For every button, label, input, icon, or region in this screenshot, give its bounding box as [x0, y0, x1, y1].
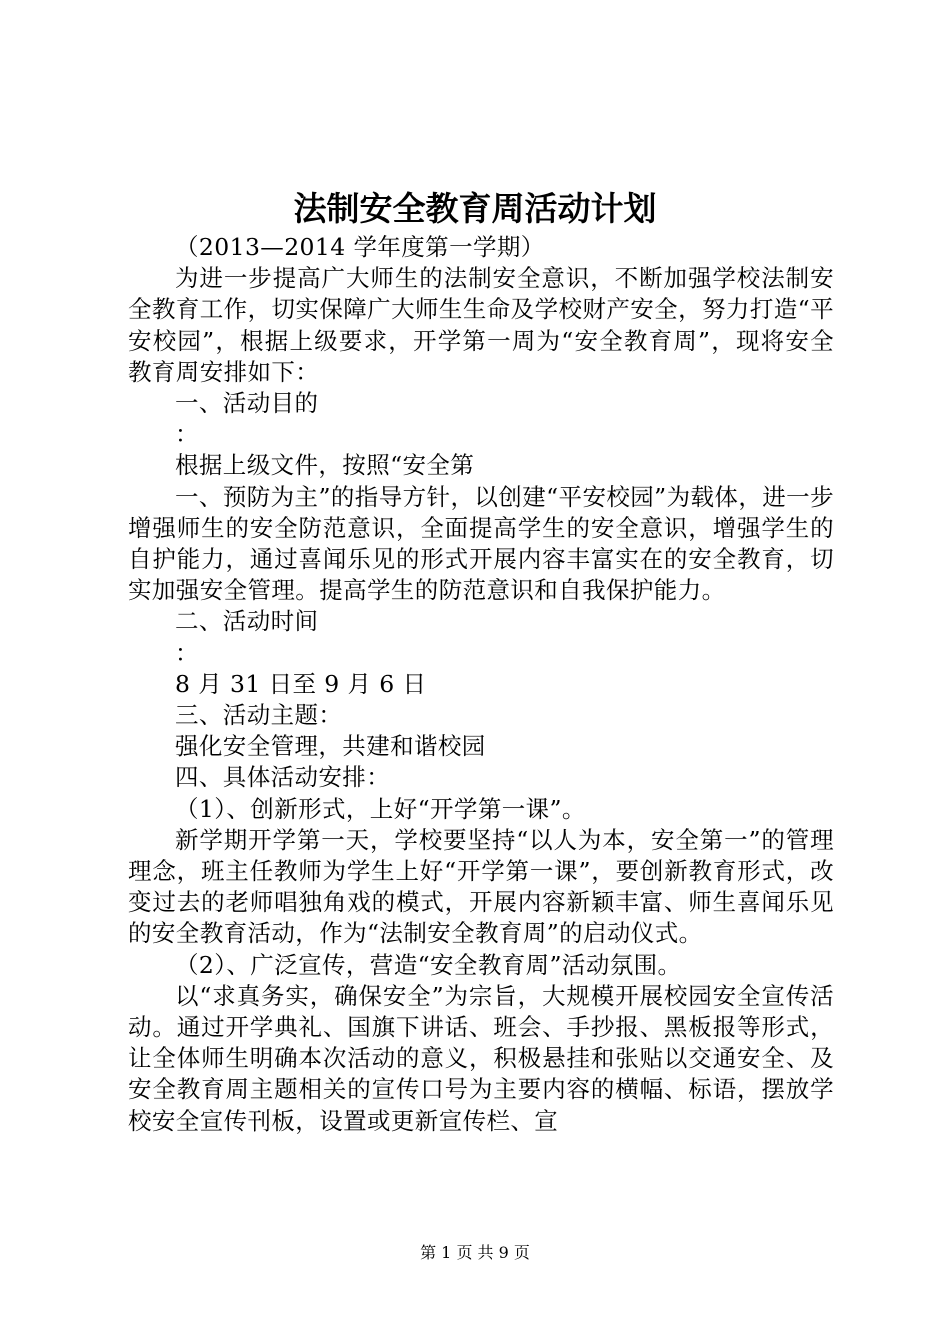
heading-theme: 三、活动主题：: [175, 701, 343, 730]
document-title: 法制安全教育周活动计划: [293, 189, 657, 228]
heading-time: 二、活动时间: [175, 607, 319, 636]
page-footer: 第 1 页 共 9 页: [420, 1243, 530, 1262]
heading-arrangements: 四、具体活动安排：: [175, 763, 391, 792]
heading-purpose: 一、活动目的: [175, 389, 319, 418]
paragraph-intro: 为进一步提高广大师生的法制安全意识，不断加强学校法制安全教育工作，切实保障广大师生生命及学校财产安全，努力打造“平安校园”，根据上级要求，开学第一周为“安全教育周”，现将安全教育周安排如下：: [128, 264, 834, 386]
paragraph-semester: （2013—2014 学年度第一学期）: [175, 233, 545, 261]
paragraph-dates: 8 月 31 日至 9 月 6 日: [175, 669, 427, 698]
paragraph-colon: ：: [175, 420, 199, 449]
paragraph-first-lesson: 新学期开学第一天，学校要坚持“以人为本，安全第一”的管理理念，班主任教师为学生上好“开学第一课”，要创新教育形式，改变过去的老师唱独角戏的模式，开展内容新颖丰富、师生喜闻乐见的安全教育活动，作为“法制安全教育周”的启动仪式。: [128, 825, 834, 948]
paragraph-theme: 强化安全管理，共建和谐校园: [175, 732, 486, 761]
subheading-publicity: （2）、广泛宣传，营造“安全教育周”活动氛围。: [175, 950, 682, 979]
document-body: [128, 232, 834, 1137]
paragraph-colon: ：: [175, 638, 199, 667]
paragraph-purpose-lead: 根据上级文件，按照“安全第: [175, 451, 475, 480]
subheading-first-lesson: （1）、创新形式，上好“开学第一课”。: [175, 794, 586, 823]
paragraph-publicity: 以“求真务实，确保安全”为宗旨，大规模开展校园安全宣传活动。通过开学典礼、国旗下讲话、班会、手抄报、黑板报等形式，让全体师生明确本次活动的意义，积极悬挂和张贴以交通安全、及安全教育周主题相关的宣传口号为主要内容的横幅、标语，摆放学校安全宣传刊板，设置或更新宣传栏、宣: [128, 981, 834, 1135]
paragraph-purpose: 一、预防为主”的指导方针，以创建“平安校园”为载体，进一步增强师生的安全防范意识，全面提高学生的安全意识，增强学生的自护能力，通过喜闻乐见的形式开展内容丰富实在的安全教育，切实加强安全管理。提高学生的防范意识和自我保护能力。: [128, 482, 834, 605]
